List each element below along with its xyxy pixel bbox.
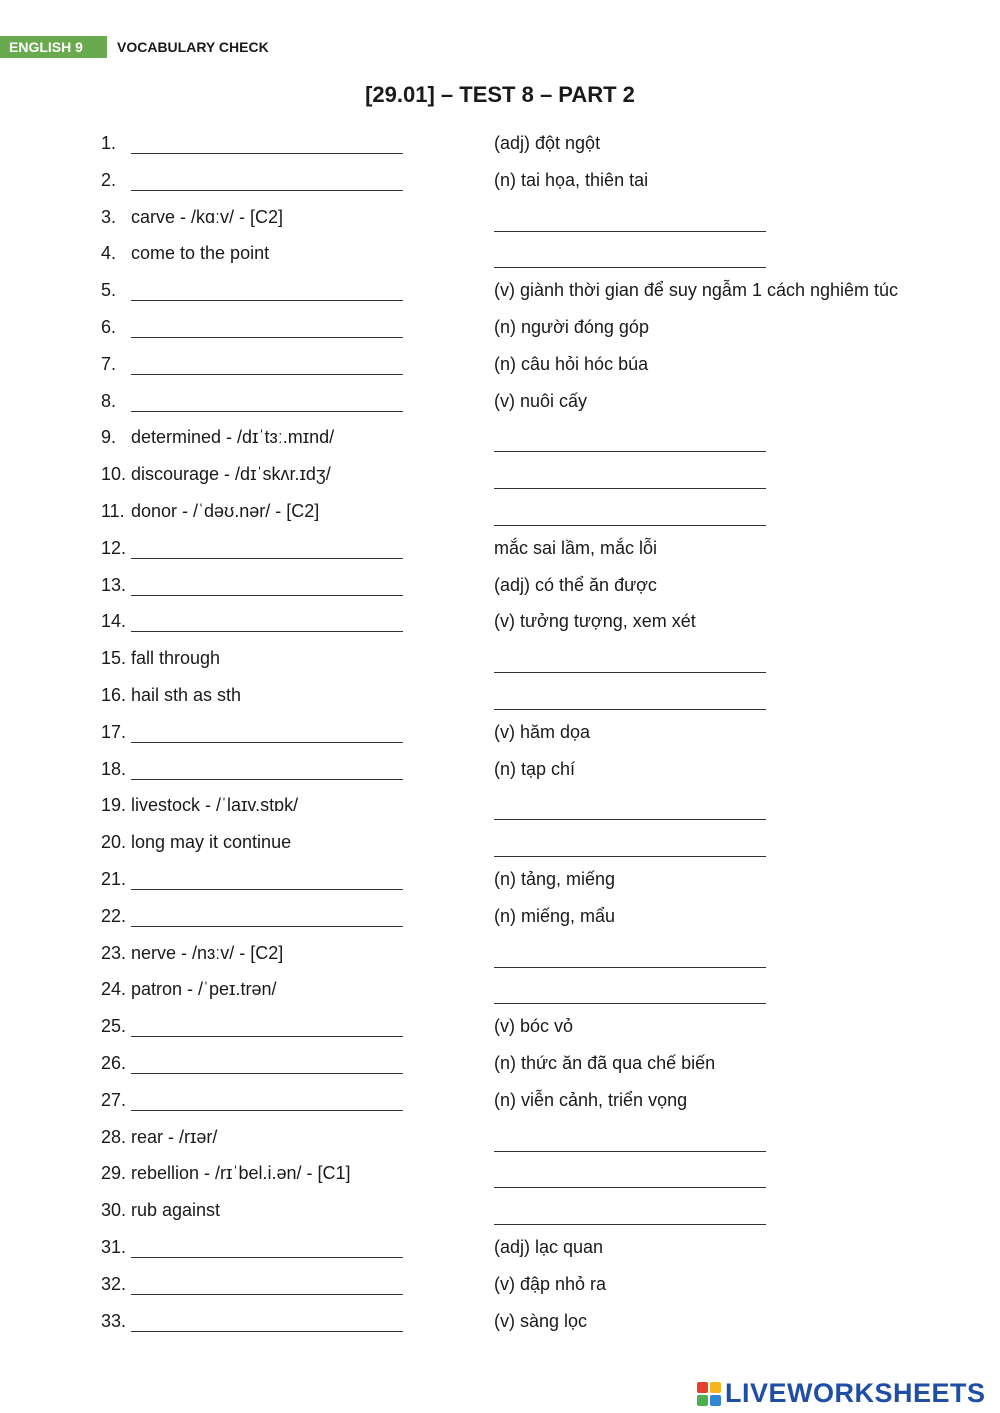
item-number: 16.	[101, 685, 127, 705]
answer-blank-meaning[interactable]	[494, 525, 766, 526]
logo-square-blue	[710, 1395, 721, 1406]
answer-blank-term[interactable]	[131, 411, 403, 412]
item-number: 10.	[101, 464, 127, 485]
vocab-row	[0, 751, 1000, 787]
answer-blank-term[interactable]	[131, 153, 403, 154]
vietnamese-meaning: (v) tưởng tượng, xem xét	[494, 611, 696, 632]
item-number: 19.	[101, 795, 127, 816]
english-term: livestock - /ˈlaɪv.stɒk/	[131, 795, 299, 816]
vocab-row	[0, 935, 1000, 971]
vocab-row	[0, 419, 1000, 455]
vietnamese-meaning: (v) hăm dọa	[494, 721, 591, 742]
item-number: 28.	[101, 1126, 127, 1147]
item-number: 3.	[101, 206, 117, 227]
item-number: 33.	[101, 1310, 127, 1331]
answer-blank-meaning[interactable]	[494, 819, 766, 820]
liveworksheets-logo	[697, 1378, 986, 1409]
logo-square-red	[697, 1382, 708, 1393]
answer-blank-term[interactable]	[131, 631, 403, 632]
vietnamese-meaning: (adj) đột ngột	[494, 133, 601, 153]
item-number: 8.	[101, 390, 117, 411]
item-number: 22.	[101, 905, 127, 926]
vocab-row	[0, 898, 1000, 934]
answer-blank-term[interactable]	[131, 779, 403, 780]
vietnamese-meaning: (n) người đóng góp	[494, 317, 649, 337]
liveworksheets-logo-icon	[697, 1382, 721, 1406]
answer-blank-term[interactable]	[131, 300, 403, 301]
answer-blank-meaning[interactable]	[494, 967, 766, 968]
answer-blank-term[interactable]	[131, 1257, 403, 1258]
vietnamese-meaning: (n) miếng, mẩu	[494, 905, 616, 926]
vocab-row	[0, 1192, 1000, 1228]
english-term: nerve - /nɜːv/ - [C2]	[131, 942, 284, 963]
vocab-row	[0, 272, 1000, 308]
vocab-row	[0, 493, 1000, 529]
page-title: [29.01] – TEST 8 – PART 2	[365, 82, 635, 107]
vocab-row	[0, 714, 1000, 750]
english-term: donor - /ˈdəʊ.nər/ - [C2]	[131, 501, 320, 521]
english-term: discourage - /dɪˈskʌr.ɪdʒ/	[131, 464, 331, 485]
vocab-row	[0, 787, 1000, 823]
answer-blank-meaning[interactable]	[494, 1187, 766, 1188]
vocab-row	[0, 1303, 1000, 1339]
english-term: long may it continue	[131, 832, 292, 853]
answer-blank-term[interactable]	[131, 337, 403, 338]
answer-blank-term[interactable]	[131, 374, 403, 375]
vocab-row	[0, 235, 1000, 271]
item-number: 21.	[101, 869, 127, 889]
item-number: 29.	[101, 1163, 127, 1184]
vocab-row	[0, 1119, 1000, 1155]
vietnamese-meaning: (n) tai họa, thiên tai	[494, 169, 649, 190]
logo-square-yellow	[710, 1382, 721, 1393]
vietnamese-meaning: (adj) lạc quan	[494, 1237, 604, 1257]
vietnamese-meaning: (v) sàng lọc	[494, 1310, 588, 1331]
english-term: come to the point	[131, 243, 270, 264]
item-number: 17.	[101, 721, 127, 742]
vietnamese-meaning: mắc sai lầm, mắc lỗi	[494, 537, 658, 558]
vocab-row	[0, 640, 1000, 676]
vietnamese-meaning: (v) giành thời gian để suy ngẫm 1 cách nghiêm túc	[494, 280, 899, 301]
item-number: 31.	[101, 1237, 127, 1257]
vocab-row	[0, 383, 1000, 419]
vocab-row	[0, 567, 1000, 603]
english-term: determined - /dɪˈtɜː.mɪnd/	[131, 427, 335, 448]
vocab-row	[0, 824, 1000, 860]
answer-blank-term[interactable]	[131, 889, 403, 890]
vietnamese-meaning: (n) câu hỏi hóc búa	[494, 353, 649, 374]
answer-blank-meaning[interactable]	[494, 451, 766, 452]
item-number: 13.	[101, 574, 127, 595]
item-number: 1.	[101, 133, 117, 153]
vocab-row	[0, 971, 1000, 1007]
vocab-row	[0, 1008, 1000, 1044]
vocab-row	[0, 1045, 1000, 1081]
item-number: 18.	[101, 758, 127, 779]
answer-blank-meaning[interactable]	[494, 709, 766, 710]
vietnamese-meaning: (n) viễn cảnh, triển vọng	[494, 1089, 688, 1110]
answer-blank-term[interactable]	[131, 190, 403, 191]
item-number: 23.	[101, 942, 127, 963]
subject-tag: ENGLISH 9	[0, 36, 107, 58]
vietnamese-meaning: (n) tảng, miếng	[494, 869, 616, 889]
item-number: 24.	[101, 979, 127, 1000]
item-number: 5.	[101, 280, 117, 301]
english-term: carve - /kɑːv/ - [C2]	[131, 206, 284, 227]
item-number: 14.	[101, 611, 127, 632]
item-number: 15.	[101, 648, 127, 669]
section-label: VOCABULARY CHECK	[117, 39, 269, 55]
english-term: patron - /ˈpeɪ.trən/	[131, 979, 277, 1000]
vocab-row	[0, 1155, 1000, 1191]
answer-blank-meaning[interactable]	[494, 856, 766, 857]
vietnamese-meaning: (v) bóc vỏ	[494, 1016, 574, 1037]
answer-blank-meaning[interactable]	[494, 1151, 766, 1152]
item-number: 26.	[101, 1053, 127, 1073]
answer-blank-term[interactable]	[131, 595, 403, 596]
answer-blank-term[interactable]	[131, 926, 403, 927]
item-number: 30.	[101, 1200, 127, 1221]
answer-blank-term[interactable]	[131, 558, 403, 559]
answer-blank-term[interactable]	[131, 742, 403, 743]
vocab-row	[0, 861, 1000, 897]
item-number: 7.	[101, 353, 117, 374]
vietnamese-meaning: (n) thức ăn đã qua chế biến	[494, 1053, 716, 1073]
vietnamese-meaning: (v) nuôi cấy	[494, 390, 588, 411]
answer-blank-meaning[interactable]	[494, 672, 766, 673]
logo-text: LIVEWORKSHEETS	[725, 1378, 986, 1408]
item-number: 25.	[101, 1016, 127, 1037]
english-term: rebellion - /rɪˈbel.i.ən/ - [C1]	[131, 1163, 351, 1184]
item-number: 11.	[101, 501, 125, 521]
answer-blank-meaning[interactable]	[494, 488, 766, 489]
item-number: 4.	[101, 243, 117, 264]
vocab-row	[0, 1082, 1000, 1118]
vocab-row	[0, 603, 1000, 639]
english-term: fall through	[131, 648, 221, 669]
answer-blank-term[interactable]	[131, 1036, 403, 1037]
vocab-row	[0, 1266, 1000, 1302]
item-number: 6.	[101, 317, 117, 337]
vocab-row	[0, 346, 1000, 382]
answer-blank-term[interactable]	[131, 1294, 403, 1295]
item-number: 32.	[101, 1273, 127, 1294]
item-number: 2.	[101, 169, 117, 190]
answer-blank-meaning[interactable]	[494, 1224, 766, 1225]
vocab-row	[0, 1229, 1000, 1265]
english-term: hail sth as sth	[131, 685, 242, 705]
vocab-row	[0, 309, 1000, 345]
item-number: 27.	[101, 1089, 127, 1110]
answer-blank-meaning[interactable]	[494, 231, 766, 232]
english-term: rear - /rɪər/	[131, 1126, 218, 1147]
item-number: 20.	[101, 832, 127, 853]
item-number: 12.	[101, 537, 127, 558]
vocab-row	[0, 456, 1000, 492]
vocab-row	[0, 677, 1000, 713]
vocab-row	[0, 199, 1000, 235]
vietnamese-meaning: (v) đập nhỏ ra	[494, 1273, 607, 1294]
answer-blank-meaning[interactable]	[494, 267, 766, 268]
vocab-row	[0, 162, 1000, 198]
header-bar	[0, 36, 269, 58]
item-number: 9.	[101, 427, 117, 448]
logo-square-green	[697, 1395, 708, 1406]
answer-blank-term[interactable]	[131, 1110, 403, 1111]
vocab-row	[0, 125, 1000, 161]
answer-blank-term[interactable]	[131, 1073, 403, 1074]
vietnamese-meaning: (adj) có thể ăn được	[494, 574, 657, 595]
answer-blank-meaning[interactable]	[494, 1003, 766, 1004]
answer-blank-term[interactable]	[131, 1331, 403, 1332]
vietnamese-meaning: (n) tạp chí	[494, 758, 576, 779]
vocab-row	[0, 530, 1000, 566]
english-term: rub against	[131, 1200, 221, 1221]
